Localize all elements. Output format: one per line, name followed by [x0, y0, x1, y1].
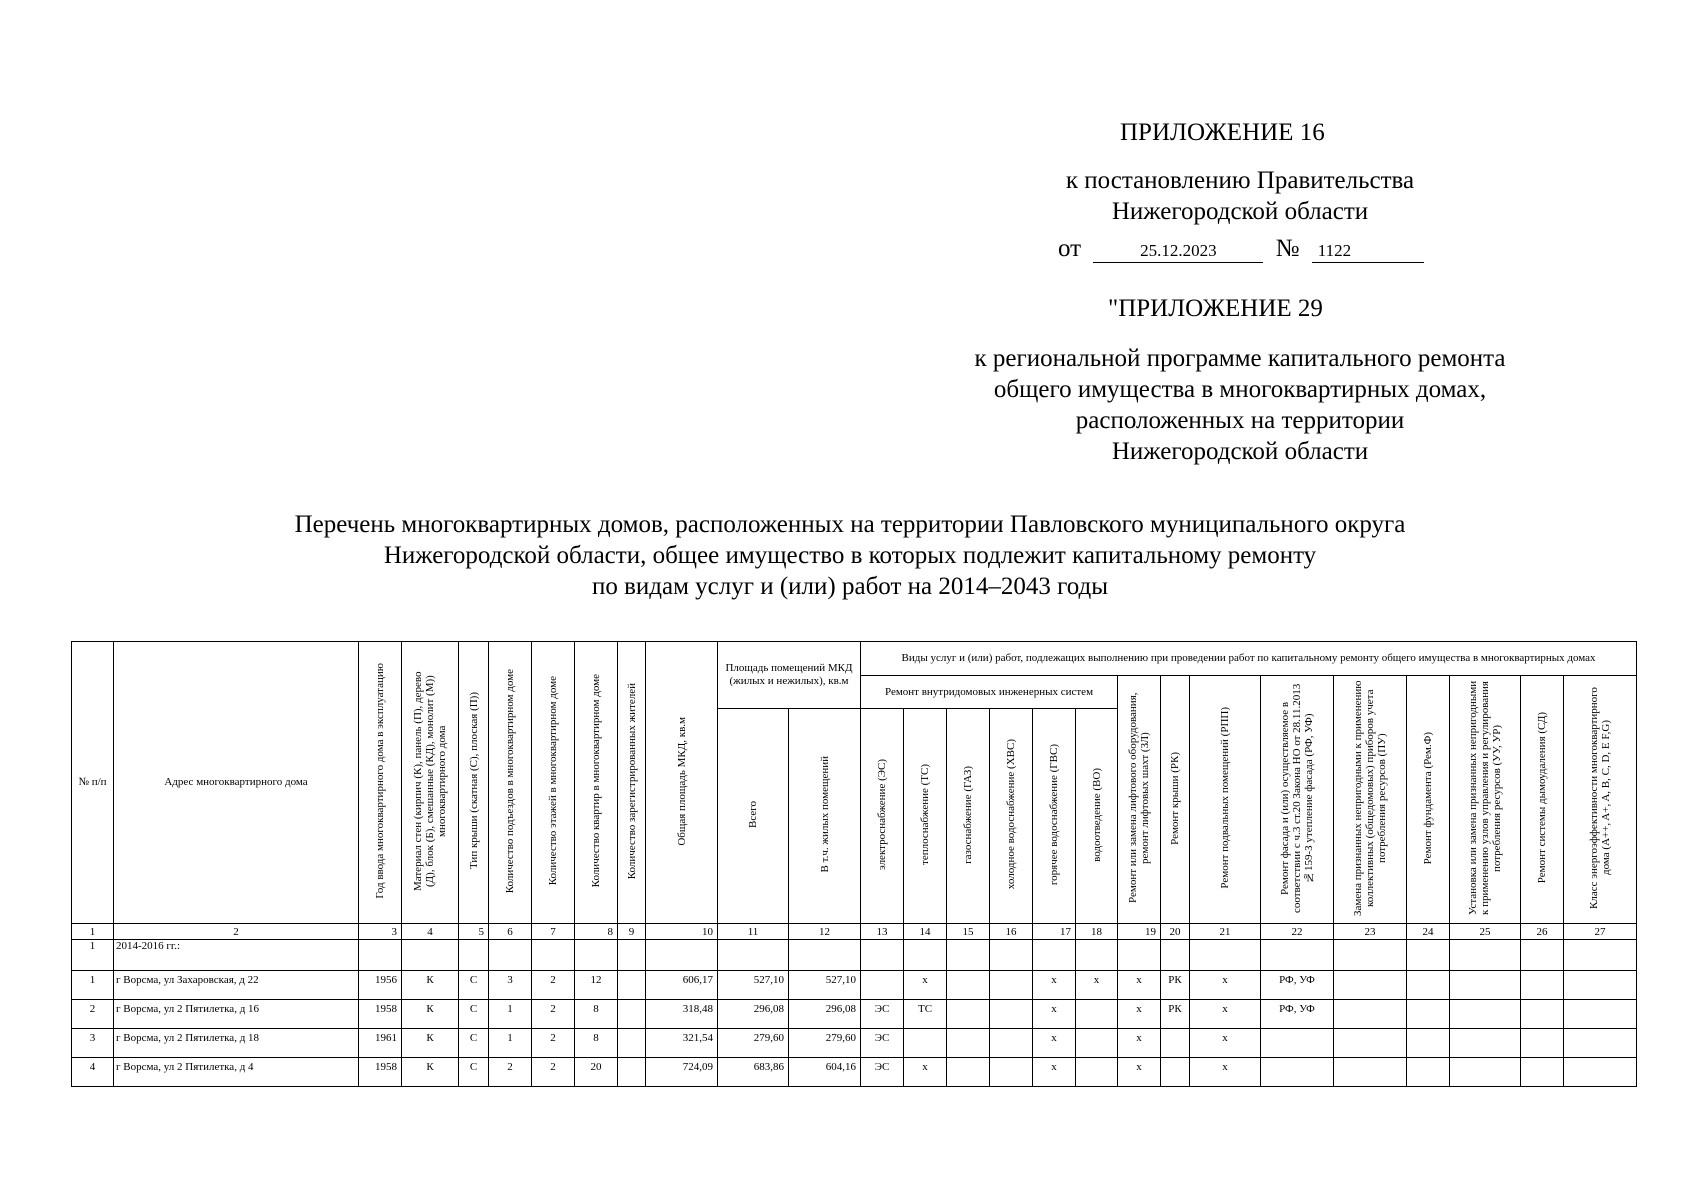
table-cell — [1450, 971, 1521, 1000]
col-nodes-header: Установка или замена признанных непригодными к применению узлов управления и регулирования потребления ресурсов (УУ, УР) — [1450, 676, 1521, 924]
table-cell — [1334, 1058, 1407, 1087]
table-cell — [1161, 1058, 1190, 1087]
table-cell: х — [1190, 1058, 1261, 1087]
col-roof-header: Тип крыши (скатная (С), плоская (П)) — [459, 642, 489, 924]
table-cell: х — [1033, 1029, 1076, 1058]
table-cell: 1961 — [359, 1029, 402, 1058]
col-systems-group-header: Ремонт внутридомовых инженерных систем — [861, 676, 1118, 709]
title-line-1: Перечень многоквартирных домов, расположенных на территории Павловского муниципального округа — [294, 511, 1406, 538]
table-cell: 2 — [489, 1058, 532, 1087]
table-body — [72, 971, 1637, 1087]
table-cell: 1958 — [359, 1000, 402, 1029]
table-cell — [1076, 1000, 1118, 1029]
table-cell — [990, 971, 1033, 1000]
table-cell — [1161, 1029, 1190, 1058]
table-cell: РК — [1161, 971, 1190, 1000]
column-number-cell: 24 — [1407, 924, 1450, 940]
table-cell: ЭС — [861, 1000, 904, 1029]
col-year-header: Год ввода многоквартирного дома в эксплуатацию — [359, 642, 402, 924]
table-cell: х — [904, 1058, 947, 1087]
column-number-cell: 13 — [861, 924, 904, 940]
title-line-2: Нижегородской области, общее имущество в которых подлежит капитальному ремонту — [383, 542, 1317, 569]
col-address-header: Адрес многоквартирного дома — [114, 642, 359, 924]
column-number-cell: 26 — [1521, 924, 1564, 940]
houses-table — [71, 641, 1637, 1087]
table-cell: х — [1118, 971, 1161, 1000]
col-meters-header: Замена признанных непригодными к применению коллективных (общедомовых) приборов учета потребления ресурсов (ПУ) — [1334, 676, 1407, 924]
table-cell: х — [1033, 1058, 1076, 1087]
table-cell: х — [1118, 1058, 1161, 1087]
table-cell: 1 — [72, 971, 114, 1000]
table-cell: РК — [1161, 1000, 1190, 1029]
table-cell: 2 — [532, 1058, 575, 1087]
table-cell — [1407, 1000, 1450, 1029]
column-number-cell: 8 — [575, 924, 618, 940]
column-number-cell: 12 — [789, 924, 861, 940]
table-cell — [947, 971, 990, 1000]
col-smoke-header: Ремонт системы дымоудаления (СД) — [1521, 676, 1564, 924]
header-row-1 — [72, 642, 1637, 676]
group-row — [72, 940, 1637, 971]
column-number-cell: 22 — [1261, 924, 1334, 940]
table-cell — [1261, 1029, 1334, 1058]
column-number-cell: 18 — [1076, 924, 1118, 940]
col-ts-header: теплоснабжение (ТС) — [904, 709, 947, 924]
column-number-cell: 16 — [990, 924, 1033, 940]
column-number-cell: 25 — [1450, 924, 1521, 940]
table-cell: х — [1118, 1029, 1161, 1058]
table-cell — [861, 971, 904, 1000]
table-cell: 683,86 — [718, 1058, 789, 1087]
table-cell: 279,60 — [789, 1029, 861, 1058]
group-row-label: 2014-2016 гг.: — [114, 940, 359, 971]
col-foundation-header: Ремонт фундамента (Рем.Ф) — [1407, 676, 1450, 924]
table-cell: ЭС — [861, 1029, 904, 1058]
col-facade-header: Ремонт фасада и (или) осуществляемое в соответствии с ч.3 ст.20 Закона НО от 28.11.2013 №159-З утепление фасада (РФ, УФ) — [1261, 676, 1334, 924]
decree-date: 25.12.2023 — [1093, 240, 1263, 263]
table-cell: 2 — [72, 1000, 114, 1029]
appendix-number: ПРИЛОЖЕНИЕ 16 — [1120, 119, 1325, 146]
table-cell: 724,09 — [646, 1058, 718, 1087]
table-cell — [618, 1000, 646, 1029]
table-cell: 4 — [72, 1058, 114, 1087]
decree-number: 1122 — [1312, 240, 1424, 263]
table-cell: ТС — [904, 1000, 947, 1029]
table-cell: х — [1190, 1029, 1261, 1058]
table-cell: х — [1118, 1000, 1161, 1029]
table-cell: РФ, УФ — [1261, 971, 1334, 1000]
column-number-cell: 9 — [618, 924, 646, 940]
column-number-cell: 3 — [359, 924, 402, 940]
table-cell: х — [1190, 1000, 1261, 1029]
table-cell — [1564, 971, 1637, 1000]
table-cell: 8 — [575, 1000, 618, 1029]
table-cell: х — [904, 971, 947, 1000]
col-rk-header: Ремонт крыши (РК) — [1161, 676, 1190, 924]
col-energy-header: Класс энергоэффективности многоквартирного дома (A++, A+, A, B, C, D, E F,G) — [1564, 676, 1637, 924]
table-cell: 606,17 — [646, 971, 718, 1000]
table-cell: К — [402, 1029, 459, 1058]
column-number-cell: 6 — [489, 924, 532, 940]
table-cell: К — [402, 971, 459, 1000]
table-cell — [1261, 1058, 1334, 1087]
column-number-cell: 23 — [1334, 924, 1407, 940]
col-total-area-header: Общая площадь МКД, кв.м — [646, 642, 718, 924]
table-cell — [1407, 1029, 1450, 1058]
table-cell — [1450, 1058, 1521, 1087]
table-cell: С — [459, 971, 489, 1000]
table-cell: х — [1033, 1000, 1076, 1029]
table-cell: 321,54 — [646, 1029, 718, 1058]
program-line-3: расположенных на территории — [1075, 407, 1405, 434]
column-number-cell: 14 — [904, 924, 947, 940]
table-cell — [618, 1058, 646, 1087]
table-cell: 527,10 — [718, 971, 789, 1000]
table-cell: 1 — [489, 1000, 532, 1029]
table-cell: х — [1033, 971, 1076, 1000]
column-number-cell: 10 — [646, 924, 718, 940]
table-cell: 318,48 — [646, 1000, 718, 1029]
column-number-cell: 4 — [402, 924, 459, 940]
table-cell: г Ворсма, ул Захаровская, д 22 — [114, 971, 359, 1000]
document-title — [150, 509, 1550, 602]
table-cell — [1407, 971, 1450, 1000]
title-line-3: по видам услуг и (или) работ на 2014–2043 годы — [591, 573, 1109, 600]
column-number-cell: 2 — [114, 924, 359, 940]
appendix-29: "ПРИЛОЖЕНИЕ 29 — [1108, 295, 1323, 322]
table-cell: 1 — [489, 1029, 532, 1058]
col-entrances-header: Количество подъездов в многоквартирном доме — [489, 642, 532, 924]
table-cell: 279,60 — [718, 1029, 789, 1058]
table-cell: С — [459, 1000, 489, 1029]
column-number-cell: 1 — [72, 924, 114, 940]
table-cell — [990, 1029, 1033, 1058]
column-number-cell: 27 — [1564, 924, 1637, 940]
table-cell — [1521, 1029, 1564, 1058]
column-number-cell: 5 — [459, 924, 489, 940]
col-vo-header: водоотведение (ВО) — [1076, 709, 1118, 924]
table-cell: г Ворсма, ул 2 Пятилетка, д 4 — [114, 1058, 359, 1087]
col-area-all-header: Всего — [718, 709, 789, 924]
col-works-group-header: Виды услуг и (или) работ, подлежащих выполнению при проведении работ по капитальному ремонту общего имущества в многоквартирных домах — [861, 642, 1637, 676]
table-cell: 2 — [532, 1000, 575, 1029]
table-cell: 2 — [532, 971, 575, 1000]
table-cell — [1450, 1029, 1521, 1058]
column-number-cell: 7 — [532, 924, 575, 940]
column-number-cell: 15 — [947, 924, 990, 940]
table-cell: 296,08 — [789, 1000, 861, 1029]
table-cell: г Ворсма, ул 2 Пятилетка, д 16 — [114, 1000, 359, 1029]
table-cell: С — [459, 1029, 489, 1058]
table-cell — [904, 1029, 947, 1058]
number-label: № — [1275, 235, 1300, 262]
column-number-cell: 19 — [1118, 924, 1161, 940]
table-cell: 1958 — [359, 1058, 402, 1087]
table-cell: 527,10 — [789, 971, 861, 1000]
program-line-2: общего имущества в многоквартирных домах, — [993, 376, 1487, 403]
col-apartments-header: Количество квартир в многоквартирном доме — [575, 642, 618, 924]
table-cell: х — [1190, 971, 1261, 1000]
table-cell — [1334, 1000, 1407, 1029]
decree-reference — [1030, 165, 1450, 227]
decree-date-number — [1058, 233, 1424, 264]
table-cell — [1076, 1029, 1118, 1058]
table-row — [72, 1058, 1637, 1087]
table-cell: 1956 — [359, 971, 402, 1000]
table-cell — [1564, 1000, 1637, 1029]
table-cell: 296,08 — [718, 1000, 789, 1029]
col-gas-header: газоснабжение (ГАЗ) — [947, 709, 990, 924]
table-row — [72, 1029, 1637, 1058]
column-number-cell: 17 — [1033, 924, 1076, 940]
table-cell — [947, 1058, 990, 1087]
col-floors-header: Количество этажей в многоквартирном доме — [532, 642, 575, 924]
col-num-header: № п/п — [72, 642, 114, 924]
column-numbers-row — [72, 924, 1637, 940]
table-cell — [1076, 1058, 1118, 1087]
table-cell: К — [402, 1058, 459, 1087]
table-row — [72, 971, 1637, 1000]
table-cell: ЭС — [861, 1058, 904, 1087]
col-material-header: Материал стен (кирпич (К), панель (П), дерево (Д), блок (Б), смешанные (КД), монолит (М)) многоквартирного дома — [402, 642, 459, 924]
table-cell: 8 — [575, 1029, 618, 1058]
table-cell — [618, 971, 646, 1000]
table-cell — [1521, 1000, 1564, 1029]
table-cell: 20 — [575, 1058, 618, 1087]
table-cell — [1564, 1029, 1637, 1058]
table-cell — [947, 1029, 990, 1058]
col-rpp-header: Ремонт подвальных помещений (РПП) — [1190, 676, 1261, 924]
table-cell — [1521, 971, 1564, 1000]
table-cell: 604,16 — [789, 1058, 861, 1087]
table-cell — [1407, 1058, 1450, 1087]
table-cell — [947, 1000, 990, 1029]
table-cell: 12 — [575, 971, 618, 1000]
from-label: от — [1058, 235, 1082, 262]
table-cell — [1521, 1058, 1564, 1087]
table-cell: 2 — [532, 1029, 575, 1058]
program-reference — [900, 343, 1580, 467]
program-line-4: Нижегородской области — [1111, 438, 1369, 465]
table-row — [72, 1000, 1637, 1029]
col-residents-header: Количество зарегистрированных жителей — [618, 642, 646, 924]
table-cell: К — [402, 1000, 459, 1029]
table-cell — [1334, 971, 1407, 1000]
group-row-num: 1 — [72, 940, 114, 971]
table-cell: 3 — [489, 971, 532, 1000]
table-cell — [1334, 1029, 1407, 1058]
table-cell — [1564, 1058, 1637, 1087]
col-area-living-header: В т.ч. жилых помещений — [789, 709, 861, 924]
table-cell — [990, 1000, 1033, 1029]
program-line-1: к региональной программе капитального ремонта — [974, 345, 1506, 372]
col-hvs-header: холодное водоснабжение (ХВС) — [990, 709, 1033, 924]
table-cell: 3 — [72, 1029, 114, 1058]
table-cell — [1450, 1000, 1521, 1029]
table-cell: С — [459, 1058, 489, 1087]
table-cell: РФ, УФ — [1261, 1000, 1334, 1029]
table-cell — [990, 1058, 1033, 1087]
col-lift-header: Ремонт или замена лифтового оборудования, ремонт лифтовых шахт (ЗЛ) — [1118, 676, 1161, 924]
column-number-cell: 11 — [718, 924, 789, 940]
column-number-cell: 21 — [1190, 924, 1261, 940]
table-cell: х — [1076, 971, 1118, 1000]
col-area-group-header: Площадь помещений МКД (жилых и нежилых), кв.м — [718, 642, 861, 709]
col-gvs-header: горячее водоснабжение (ГВС) — [1033, 709, 1076, 924]
column-number-cell: 20 — [1161, 924, 1190, 940]
decree-line-1: к постановлению Правительства — [1065, 167, 1415, 194]
col-es-header: электроснабжение (ЭС) — [861, 709, 904, 924]
table-cell — [618, 1029, 646, 1058]
decree-line-2: Нижегородской области — [1111, 198, 1369, 225]
table-cell: г Ворсма, ул 2 Пятилетка, д 18 — [114, 1029, 359, 1058]
